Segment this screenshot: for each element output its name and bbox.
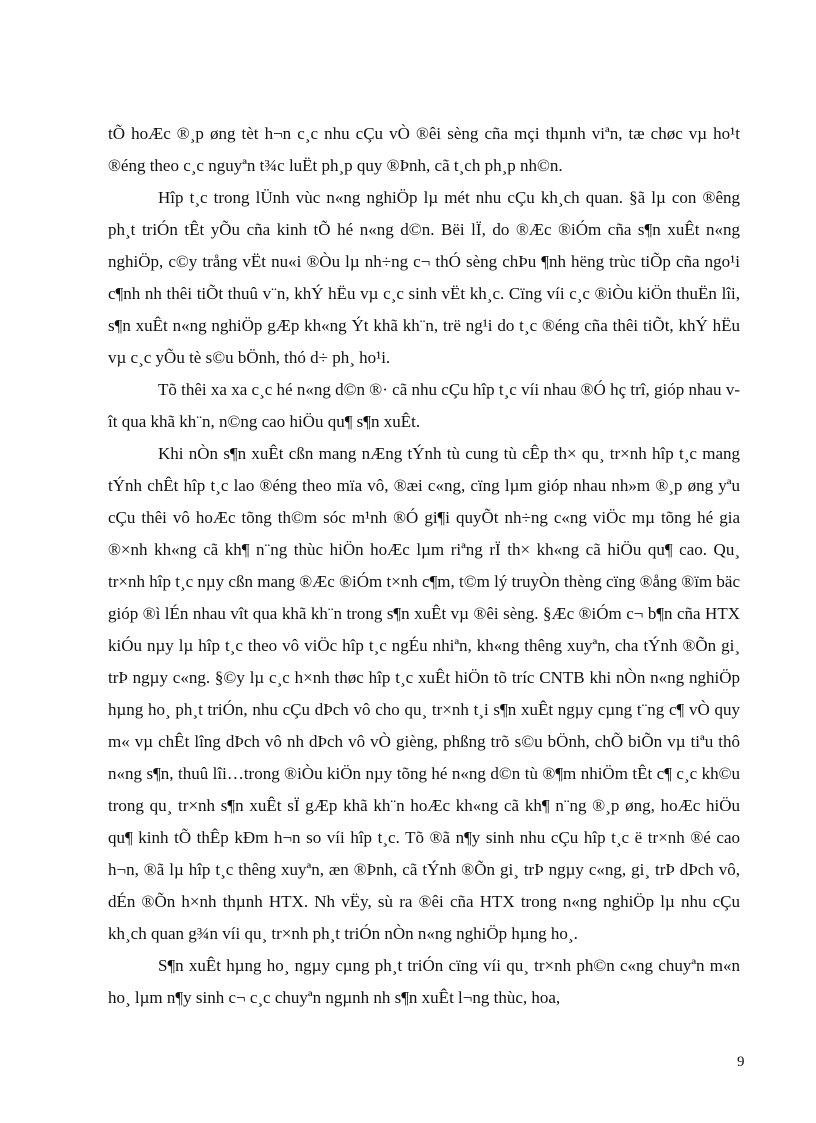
paragraph-commodity-production: S¶n xuÊt hµng ho¸ ngµy cµng ph¸t triÓn cïng víi qu¸ tr×nh ph©n c«ng chuyªn m«n ho¸ lµm n¶y sinh c¬ c¸c chuyªn ngµnh nh s¶n xuÊt l¬ng thùc, hoa, [108,956,740,1007]
document-body [108,118,740,1014]
paragraph-cooperation-need: Hîp t¸c trong lÜnh vùc n«ng nghiÖp lµ mét nhu cÇu kh¸ch quan. §ã lµ con ®êng ph¸t triÓn tÊt yÕu cña kinh tÕ hé n«ng d©n. Bëi lÏ, do ®Æc ®iÓm cña s¶n xuÊt n«ng nghiÖp, c©y trång vËt nu«i ®Òu lµ nh÷ng c¬ thÓ sèng chÞu ¶nh hëng trùc tiÕp cña ngo¹i c¶nh nh thêi tiÕt thuû v¨n, khÝ hËu vµ c¸c sinh vËt kh¸c. Cïng víi c¸c ®iÒu kiÖn thuËn lîi, s¶n xuÊt n«ng nghiÖp gÆp kh«ng Ýt khã kh¨n, trë ng¹i do t¸c ®éng cña thêi tiÕt, khÝ hËu vµ c¸c yÕu tè s©u bÖnh, thó d÷ ph¸ ho¹i. [108,188,740,367]
paragraph-continued: tÕ hoÆc ®¸p øng tèt h¬n c¸c nhu cÇu vÒ ®êi sèng cña mçi thµnh viªn, tæ chøc vµ ho¹t ®éng theo c¸c nguyªn t¾c luËt ph¸p quy ®Þnh, cã t¸ch ph¸p nh©n. [108,124,740,175]
paragraph-ancient-times: Tõ thêi xa xa c¸c hé n«ng d©n ®· cã nhu cÇu hîp t¸c víi nhau ®Ó hç trî, gióp nhau vît qua khã kh¨n, n©ng cao hiÖu qu¶ s¶n xuÊt. [108,380,740,431]
paragraph-self-sufficient-production: Khi nÒn s¶n xuÊt cßn mang nÆng tÝnh tù cung tù cÊp th× qu¸ tr×nh hîp t¸c mang tÝnh chÊt hîp t¸c lao ®éng theo mïa vô, ®æi c«ng, cïng lµm gióp nhau nh»m ®¸p øng yªu cÇu thêi vô hoÆc tõng th©m sóc m¹nh ®Ó gi¶i quyÕt nh÷ng c«ng viÖc mµ tõng hé gia ®×nh kh«ng cã kh¶ n¨ng thùc hiÖn hoÆc lµm riªng rÏ th× kh«ng cã hiÖu qu¶ cao. Qu¸ tr×nh hîp t¸c nµy cßn mang ®Æc ®iÓm t×nh c¶m, t©m lý truyÒn thèng cïng ®ång ®ïm bäc gióp ®ì lÉn nhau vît qua khã kh¨n trong s¶n xuÊt vµ ®êi sèng. §Æc ®iÓm c¬ b¶n cña HTX kiÓu nµy lµ hîp t¸c theo vô viÖc hîp t¸c ngÉu nhiªn, kh«ng thêng xuyªn, cha tÝnh ®Õn gi¸ trÞ ngµy c«ng. §©y lµ c¸c h×nh thøc hîp t¸c xuÊt hiÖn tõ tríc CNTB khi nÒn n«ng nghiÖp hµng ho¸ ph¸t triÓn, nhu cÇu dÞch vô cho qu¸ tr×nh t¸i s¶n xuÊt ngµy cµng t¨ng c¶ vÒ quy m« vµ chÊt lîng dÞch vô nh dÞch vô vÒ gièng, phßng trõ s©u bÖnh, chÕ biÕn vµ tiªu thô n«ng s¶n, thuû lîi…trong ®iÒu kiÖn nµy tõng hé n«ng d©n tù ®¶m nhiÖm tÊt c¶ c¸c kh©u trong qu¸ tr×nh s¶n xuÊt sÏ gÆp khã kh¨n hoÆc kh«ng cã kh¶ n¨ng ®¸p øng, hoÆc hiÖu qu¶ kinh tÕ thÊp kÐm h¬n so víi hîp t¸c. Tõ ®ã n¶y sinh nhu cÇu hîp t¸c ë tr×nh ®é cao h¬n, ®ã lµ hîp t¸c thêng xuyªn, æn ®Þnh, cã tÝnh ®Õn gi¸ trÞ ngµy c«ng, gi¸ trÞ dÞch vô, dÉn ®Õn h×nh thµnh HTX. Nh vËy, sù ra ®êi cña HTX trong n«ng nghiÖp lµ nhu cÇu kh¸ch quan g¾n víi qu¸ tr×nh ph¸t triÓn nÒn n«ng nghiÖp hµng ho¸. [108,444,740,943]
page-number: 9 [737,1054,745,1070]
